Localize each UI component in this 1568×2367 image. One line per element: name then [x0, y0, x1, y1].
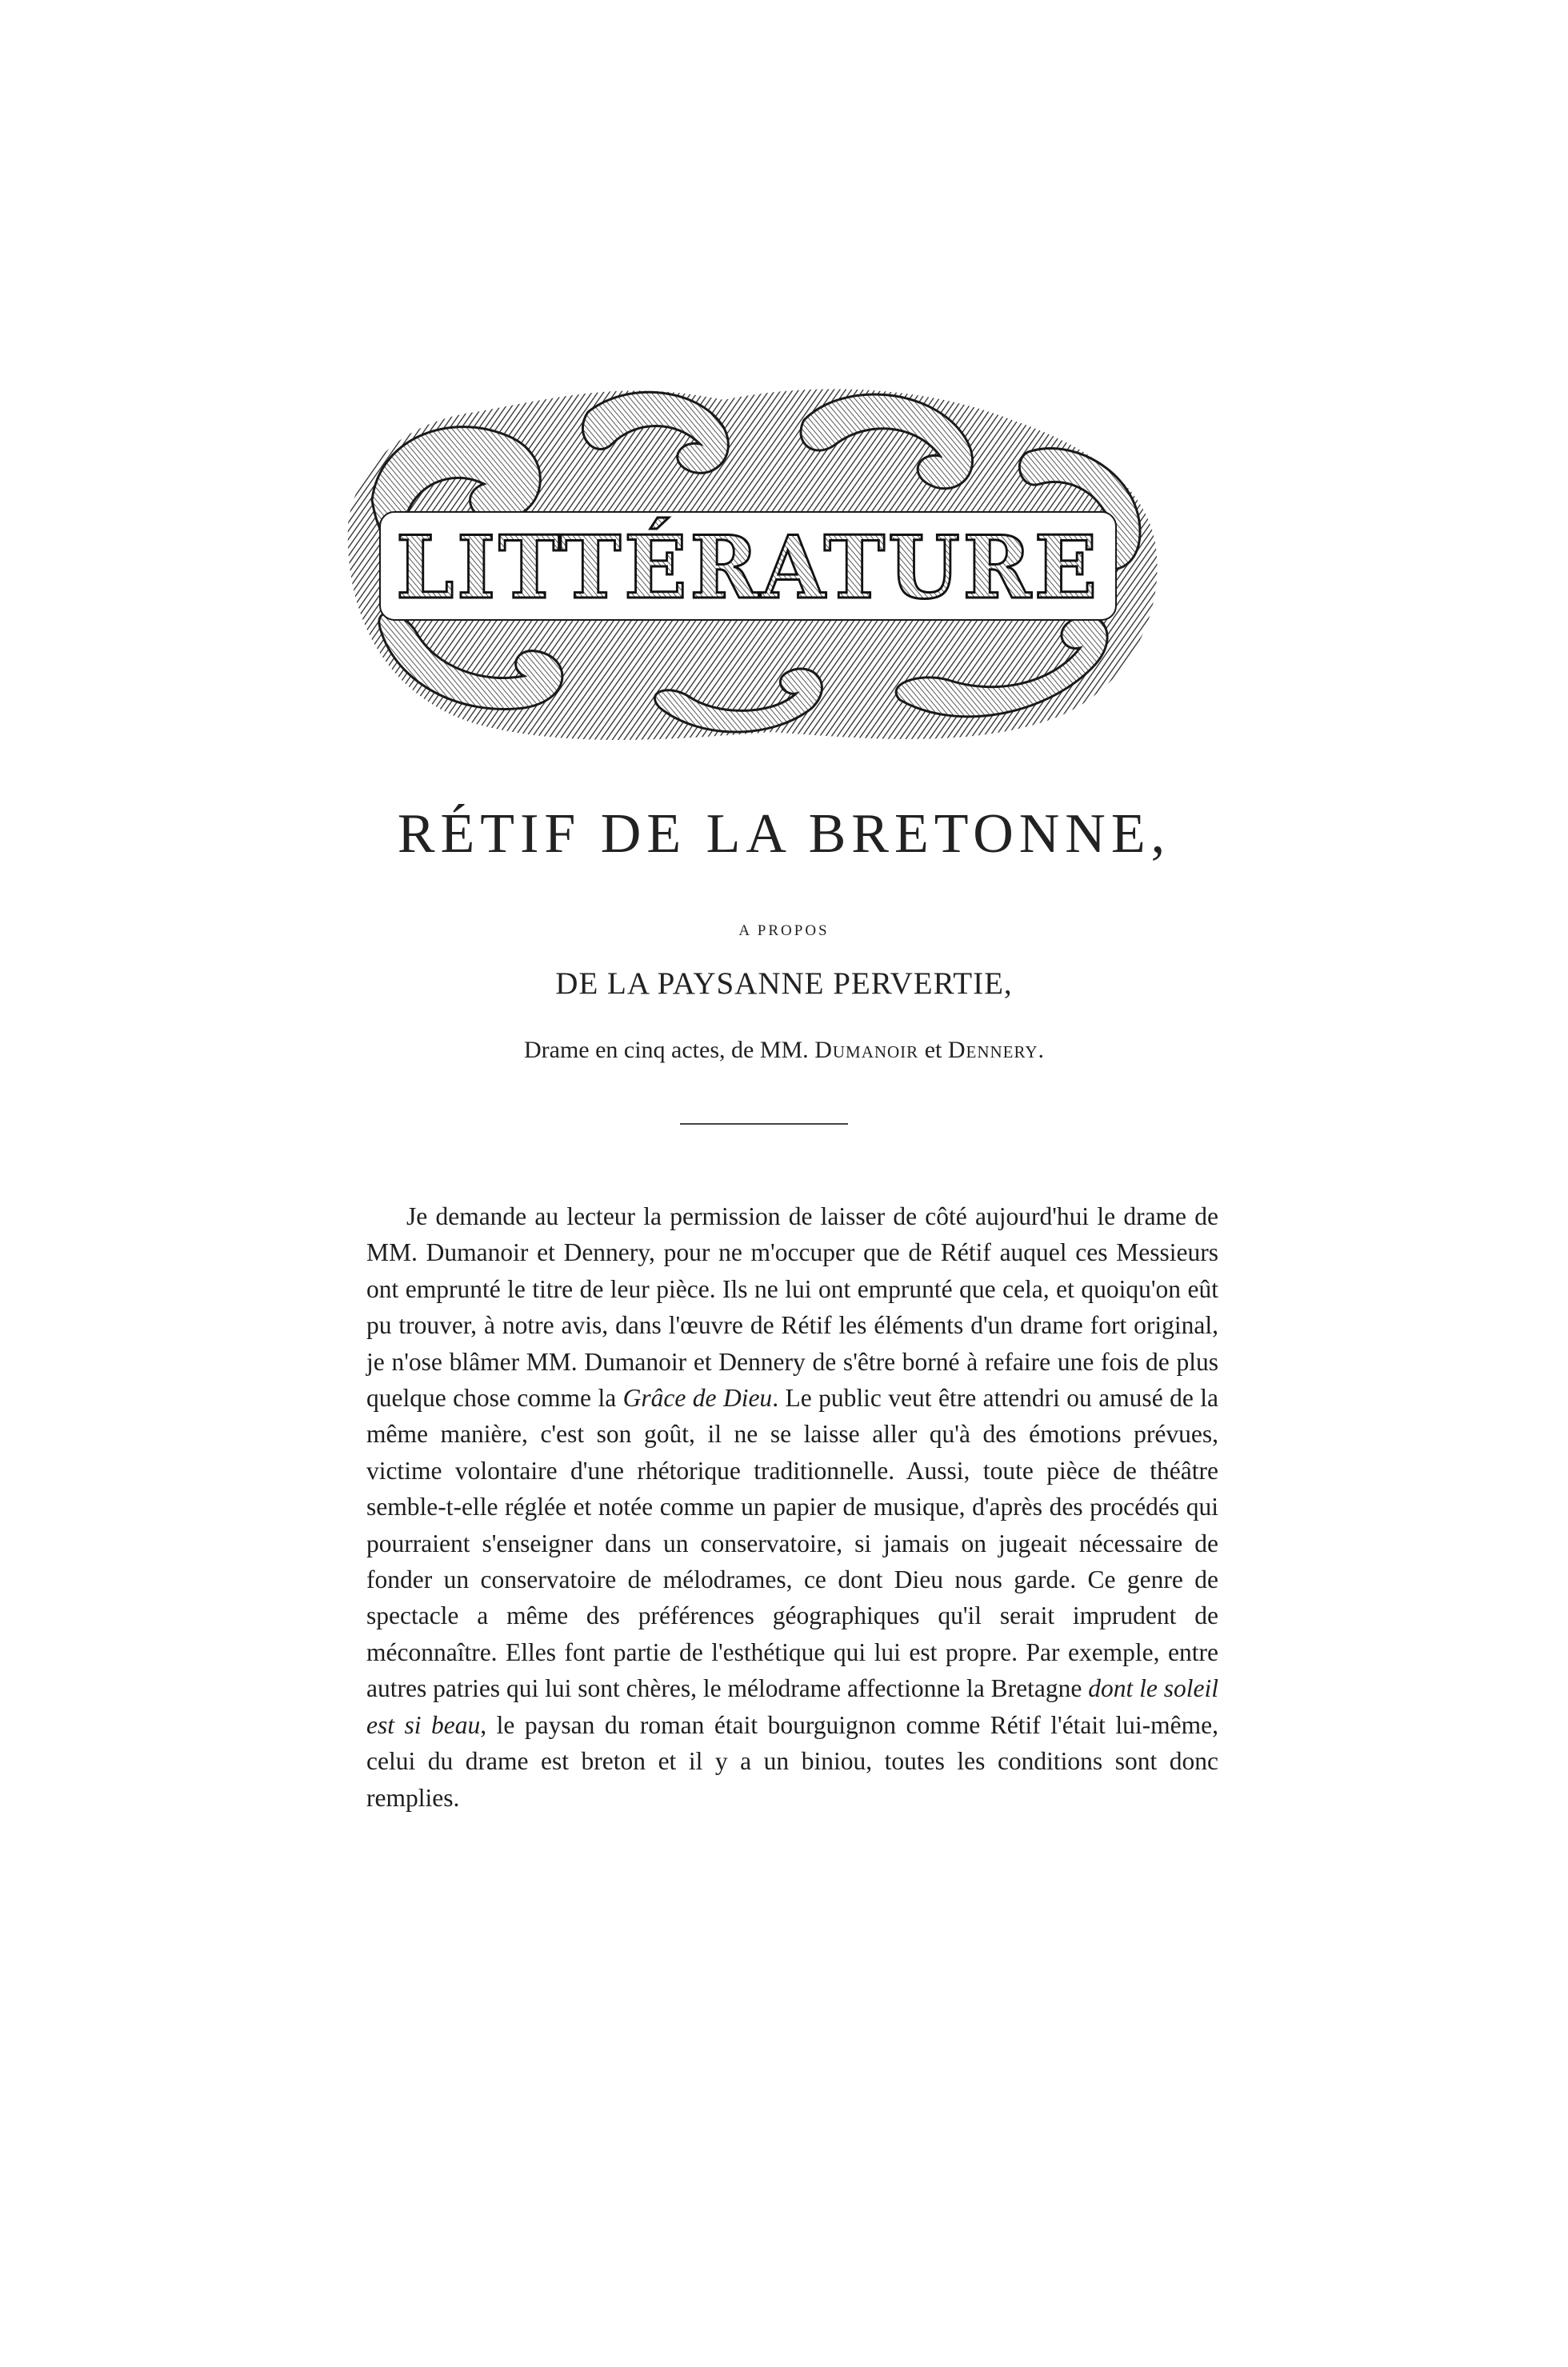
- paragraph-text-3: , le paysan du roman était bourguignon comme Rétif l'était lui-même, celui du drame est breton et il y a un biniou, toutes les conditions sont donc remplies.: [366, 1710, 1219, 1812]
- play-credit: [0, 1037, 1568, 1064]
- apropos-line: A PROPOS: [738, 922, 830, 939]
- credit-join: et: [918, 1037, 948, 1063]
- credit-prefix: Drame en cinq actes, de MM.: [523, 1037, 815, 1063]
- italic-soleil: dont le soleil est si beau: [366, 1674, 1218, 1739]
- author-dumanoir: Dumanoir: [814, 1037, 919, 1063]
- article-title: RÉTIF DE LA BRETONNE,: [397, 803, 1171, 865]
- paragraph-text-2: . Le public veut être attendri ou amusé de la même manière, c'est son goût, il ne se laisse aller qu'à des émotions prévues, victime volontaire d'une rhétorique traditionnelle. Aussi, toute pièce de théâtre semble-t-elle réglée et notée comme un papier de musique, d'après des procédés qui pourraient s'enseigner dans un conservatoire, si jamais on jugeait nécessaire de fonder un conservatoire de mélodrames, ce dont Dieu nous garde. Ce genre de spectacle a même des préférences géographiques qu'il serait imprudent de méconnaître. Elles font partie de l'esthétique qui lui est propre. Par exemple, entre autres patries qui lui sont chères, le mélodrame affectionne la Bretagne: [366, 1384, 1219, 1703]
- author-dennery: Dennery: [947, 1037, 1038, 1063]
- italic-grace-de-dieu: Grâce de Dieu: [622, 1384, 773, 1413]
- paragraph-text-1: Je demande au lecteur la permission de laisser de côté aujourd'hui le drame de MM. Dumanoir et Dennery, pour ne m'occuper que de Rétif auquel ces Messieurs ont emprunté le titre de leur pièce. Ils ne lui ont emprunté que cela, et quoiqu'on eût pu trouver, à notre avis, dans l'œuvre de Rétif les éléments d'un drame fort original, je n'ose blâmer MM. Dumanoir et Dennery de s'être borné à refaire une fois de plus quelque chose comme la: [366, 1202, 1218, 1413]
- play-title: DE LA PAYSANNE PERVERTIE,: [555, 966, 1013, 1001]
- body-paragraph: [366, 1198, 1218, 1816]
- credit-suffix: .: [1038, 1037, 1045, 1063]
- banner-lettering: LITTÉRATURE: [396, 518, 1135, 618]
- section-divider: [680, 1123, 848, 1125]
- literature-ornamental-banner: [324, 364, 1172, 756]
